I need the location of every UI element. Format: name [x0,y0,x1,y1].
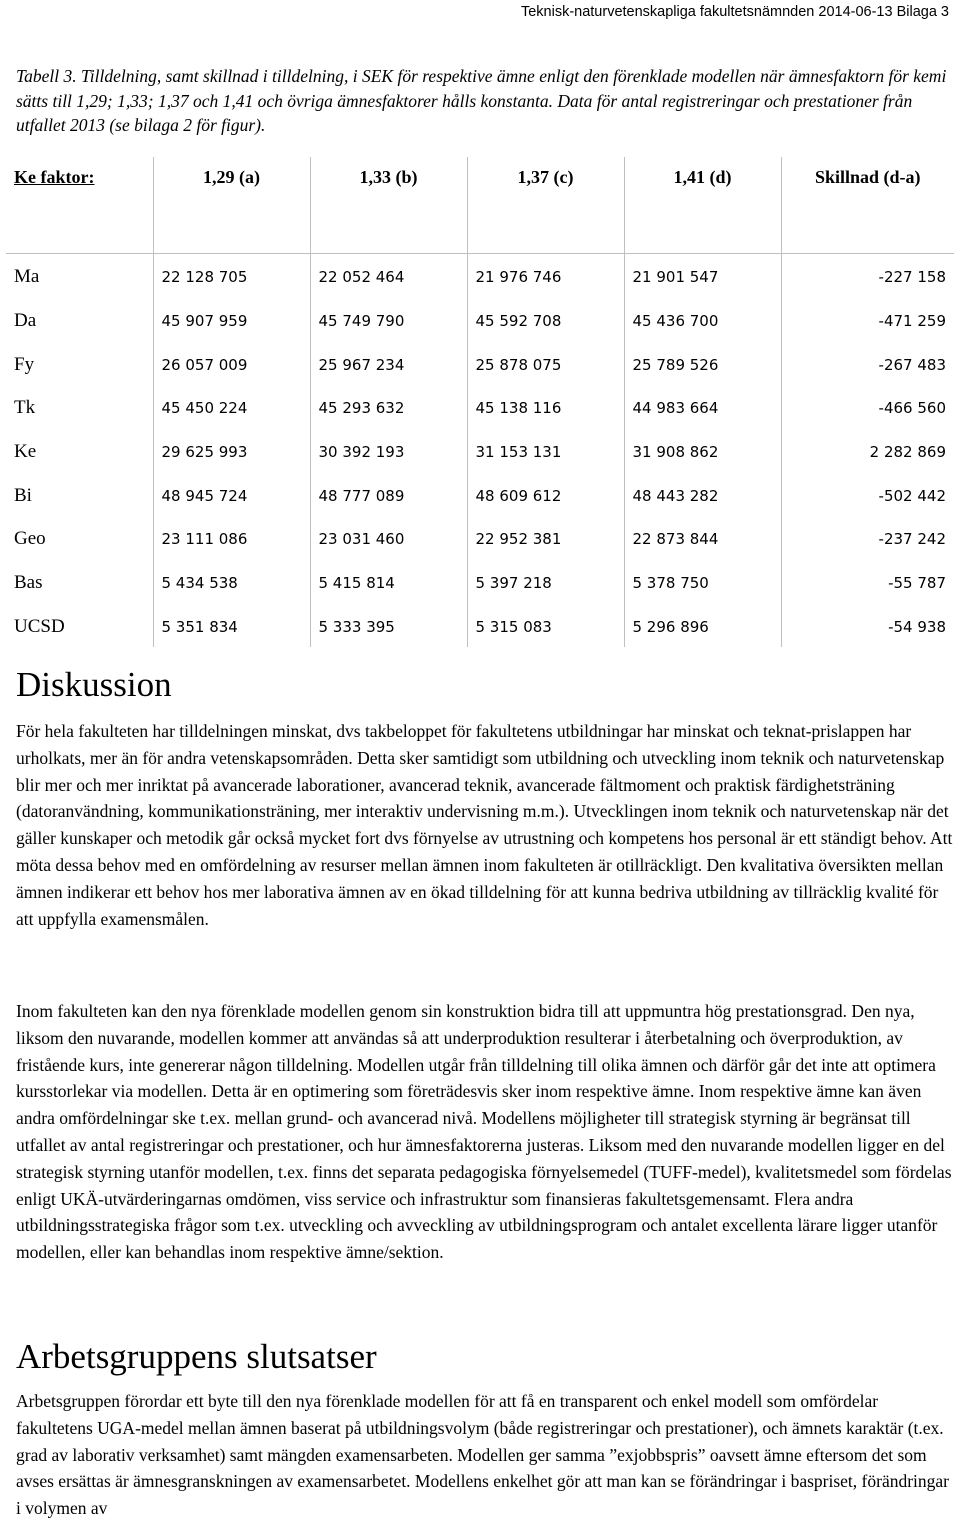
difference-cell: -466 560 [878,399,946,418]
difference-cell: 2 282 869 [869,443,946,462]
value-cell-b: 48 777 089 [310,472,467,516]
table-row [6,604,954,648]
subject-cell: Ma [6,254,153,298]
difference-cell: -54 938 [888,617,946,636]
subject-cell: Tk [6,385,153,429]
table-row [6,341,954,385]
header-factor-b: 1,33 (b) [310,157,467,254]
value-cell-a: 45 450 224 [153,385,310,429]
value-cell-c: 5 315 083 [467,604,624,648]
value-cell-d: 45 436 700 [624,298,781,342]
value-cell-b: 45 749 790 [310,298,467,342]
table-row [6,472,954,516]
table-row [6,516,954,560]
value-cell-d: 5 378 750 [624,560,781,604]
value-cell-d: 25 789 526 [624,341,781,385]
difference-cell: -502 442 [878,486,946,505]
value-cell-a: 22 128 705 [153,254,310,298]
difference-cell: -267 483 [878,355,946,374]
value-cell-b: 22 052 464 [310,254,467,298]
subject-cell: Ke [6,429,153,473]
table-row [6,298,954,342]
difference-cell: -55 787 [888,574,946,593]
table-row [6,385,954,429]
value-cell-b: 5 415 814 [310,560,467,604]
allocation-table [6,157,954,647]
table-row [6,429,954,473]
conclusions-paragraph-1: Arbetsgruppen förordar ett byte till den nya förenklade modellen för att få en transparent och enkel modell som omfördelar fakultetens UGA-medel mellan ämnen baserat på utbildningsvolym (både registreringar och prestationer), och ämnets karaktär (t.ex. grad av laborativ verksamhet) samt mängden examensarbeten. Modellen ger samma ”exjobbspris” oavsett ämne eftersom det som avses ersättas är ämnesgranskningen av examensarbetet. Modellens enkelhet gör att man kan se förändringar i baspriset, förändringar i volymen av [16,1391,949,1519]
value-cell-d: 48 443 282 [624,472,781,516]
value-cell-a: 26 057 009 [153,341,310,385]
page-header: Teknisk-naturvetenskapliga fakultetsnämnden 2014-06-13 Bilaga 3 [520,4,949,20]
value-cell-b: 23 031 460 [310,516,467,560]
table-caption: Tabell 3. Tilldelning, samt skillnad i tilldelning, i SEK för respektive ämne enligt den förenklade modellen när ämnesfaktorn för kemi sätts till 1,29; 1,33; 1,37 och 1,41 och övriga ämnesfaktorer hålls konstanta. Data för antal registreringar och prestationer från utfallet 2013 (se bilaga 2 för figur). [16,66,947,135]
header-factor-c: 1,37 (c) [467,157,624,254]
difference-cell: -227 158 [878,268,946,287]
value-cell-d: 31 908 862 [624,429,781,473]
discussion-paragraph-2: Inom fakulteten kan den nya förenklade modellen genom sin konstruktion bidra till att uppmuntra hög prestationsgrad. Den nya, liksom den nuvarande, modellen kommer att användas så att underproduktion resulterar i återbetalning och överproduktion, av fristående kurs, inte genererar någon tilldelning. Modellen utgår från tilldelning till olika ämnen och därför går det inte att optimera kursstorlekar via modellen. Detta är en optimering som företrädesvis sker inom respektive ämne. Inom respektive ämne kan även andra omfördelningar ske t.ex. mellan grund- och avancerad nivå. Modellens möjligheter till strategisk styrning är begränsat till utfallet av antal registreringar och prestationer, och hur ämnesfaktorerna justeras. Liksom med den nuvarande modellen ligger en del strategisk styrning utanför modellen, t.ex. finns det separata pedagogiska förnyelsemedel (TUFF-medel), kvalitetsmedel som fördelas enligt UKÄ-utvärderingarnas omdömen, viss service och infrastruktur som finansieras fakultetsgemensamt. Flera andra utbildningsstrategiska frågor som t.ex. utveckling och avveckling av utbildningsprogram och antalet excellenta lärare ligger utanför modellen, eller kan behandlas inom respektive ämne/sektion. [16,1001,952,1263]
conclusions-heading: Arbetsgruppens slutsatser [16,1337,377,1376]
value-cell-c: 45 592 708 [467,298,624,342]
value-cell-b: 45 293 632 [310,385,467,429]
value-cell-c: 31 153 131 [467,429,624,473]
difference-cell: -237 242 [878,530,946,549]
header-ke-faktor: Ke faktor: [6,157,153,254]
subject-cell: Bi [6,472,153,516]
value-cell-a: 5 351 834 [153,604,310,648]
value-cell-a: 48 945 724 [153,472,310,516]
table-row [6,254,954,298]
value-cell-b: 25 967 234 [310,341,467,385]
value-cell-d: 22 873 844 [624,516,781,560]
value-cell-c: 5 397 218 [467,560,624,604]
subject-cell: Geo [6,516,153,560]
value-cell-d: 44 983 664 [624,385,781,429]
table-header-row [6,157,954,254]
subject-cell: Da [6,298,153,342]
value-cell-b: 5 333 395 [310,604,467,648]
subject-cell: Fy [6,341,153,385]
table-row [6,560,954,604]
value-cell-d: 5 296 896 [624,604,781,648]
discussion-paragraph-1: För hela fakulteten har tilldelningen minskat, dvs takbeloppet för fakultetens utbildningar har minskat och teknat-prislappen har urholkats, mer än för andra vetenskapsområden. Detta sker samtidigt som utbildning och utveckling inom teknik och naturvetenskap blir mer och mer inriktat på avancerade laborationer, avancerad teknik, avancerade fältmoment och praktisk färdighetsträning (datoranvändning, kommunikationsträning, mer interaktiv undervisning m.m.). Utvecklingen inom teknik och naturvetenskap när det gäller kunskaper och metodik går också mycket fort dvs förnyelse av utrustning och kompetens hos personal är ett ständigt behov. Att möta dessa behov med en omfördelning av resurser mellan ämnen inom fakulteten är otillräckligt. Den kvalitativa översikten mellan ämnen indikerar ett behov hos mer laborativa ämnen av en ökad tilldelning för att kunna bedriva utbildning av tillräcklig kvalité för att uppfylla examensmålen. [16,721,953,929]
header-factor-a: 1,29 (a) [153,157,310,254]
value-cell-c: 22 952 381 [467,516,624,560]
value-cell-a: 5 434 538 [153,560,310,604]
value-cell-c: 25 878 075 [467,341,624,385]
subject-cell: UCSD [6,604,153,648]
difference-cell: -471 259 [878,312,946,331]
header-difference: Skillnad (d-a) [781,157,954,254]
value-cell-a: 45 907 959 [153,298,310,342]
subject-cell: Bas [6,560,153,604]
header-factor-d: 1,41 (d) [624,157,781,254]
value-cell-a: 29 625 993 [153,429,310,473]
value-cell-c: 21 976 746 [467,254,624,298]
value-cell-a: 23 111 086 [153,516,310,560]
value-cell-c: 48 609 612 [467,472,624,516]
value-cell-c: 45 138 116 [467,385,624,429]
discussion-heading: Diskussion [16,665,172,704]
value-cell-d: 21 901 547 [624,254,781,298]
value-cell-b: 30 392 193 [310,429,467,473]
